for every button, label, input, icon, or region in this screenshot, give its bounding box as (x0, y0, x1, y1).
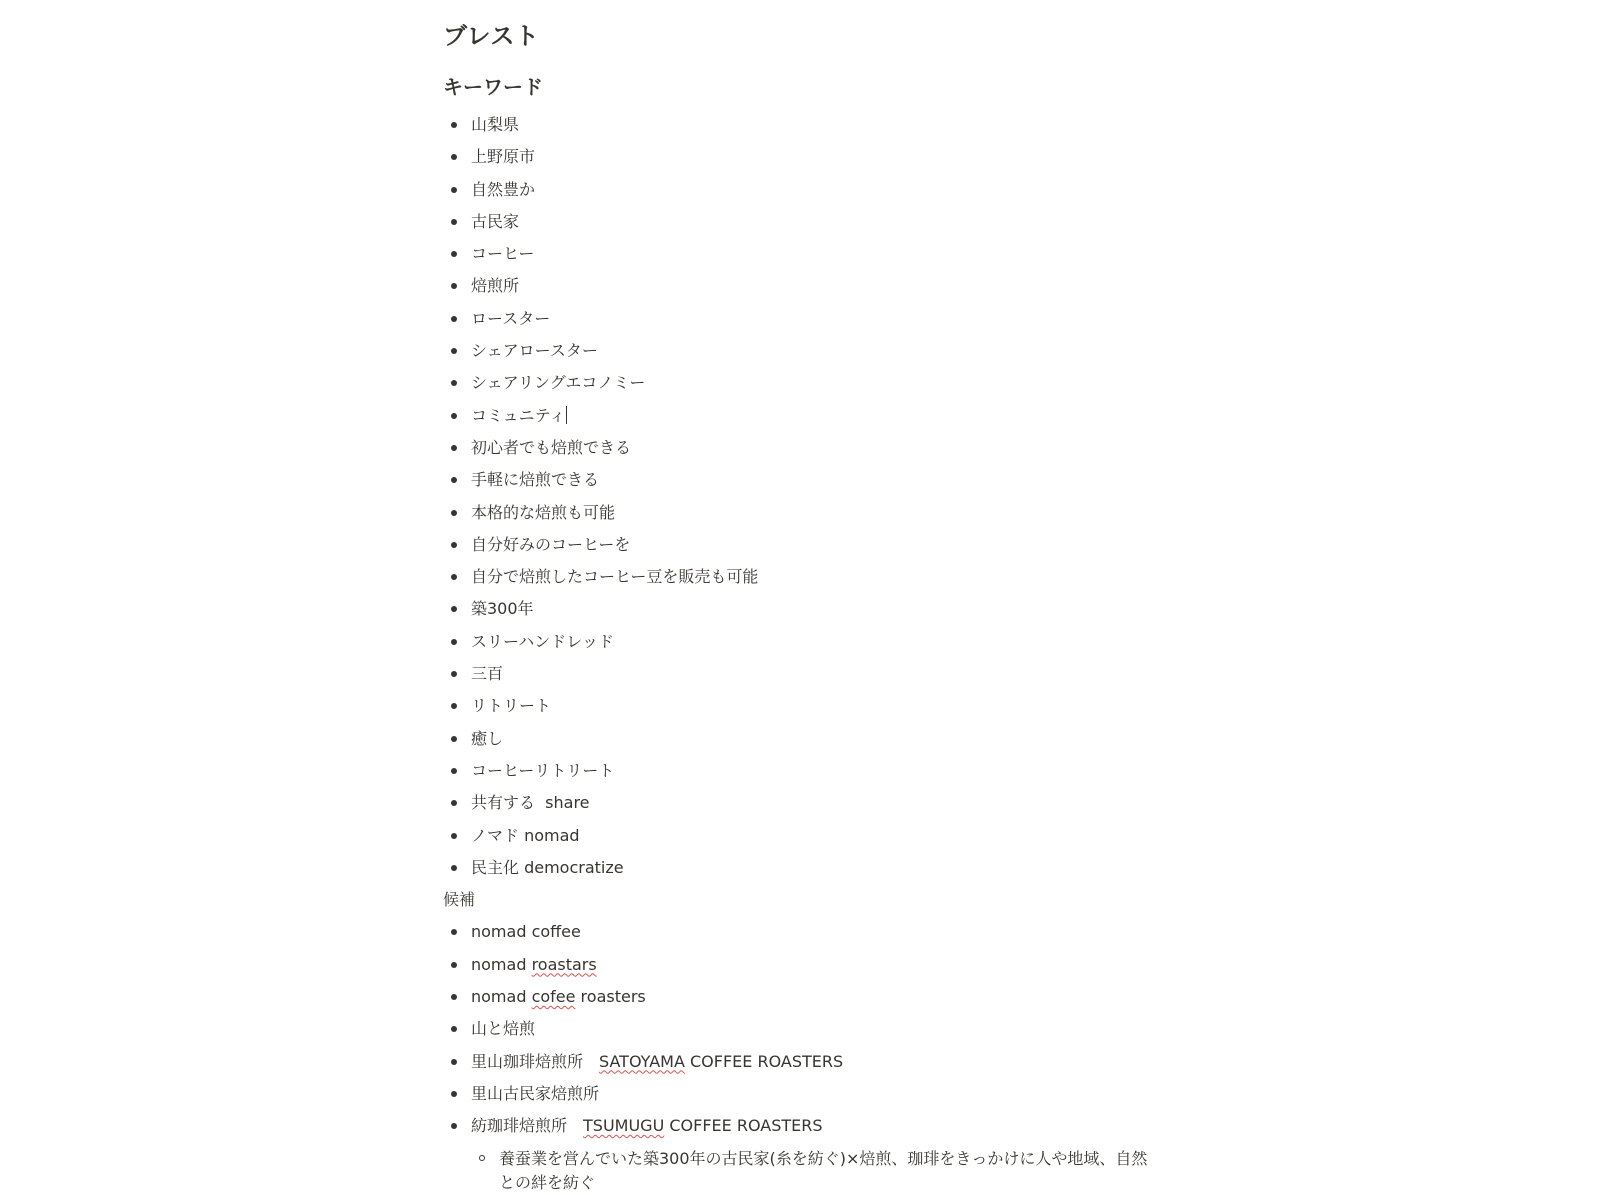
candidate-text: 紡珈琲焙煎所 (471, 1116, 568, 1136)
list-item[interactable] (443, 949, 1163, 981)
misspelled-word: SATOYAMA (599, 1051, 685, 1071)
list-item[interactable]: 自分で焙煎したコーヒー豆を販売も可能 (443, 561, 1163, 593)
candidate-list (443, 916, 1163, 1142)
list-item[interactable]: シェアロースター (443, 335, 1163, 367)
list-item[interactable]: 共有する share (443, 787, 1163, 819)
text-cursor (566, 406, 567, 424)
misspelled-word: roastars (531, 954, 597, 974)
list-item[interactable]: リトリート (443, 690, 1163, 722)
candidates-label[interactable]: 候補 (443, 890, 476, 910)
list-item[interactable] (443, 981, 1163, 1013)
keyword-list (443, 109, 1163, 884)
candidate-text: nomad (471, 954, 532, 974)
list-item[interactable]: コーヒーリトリート (443, 755, 1163, 787)
list-item-text: コミュニティ (471, 405, 566, 425)
candidate-text: nomad (471, 987, 532, 1007)
list-item-active[interactable] (443, 400, 1163, 432)
misspelled-word: cofee (531, 987, 576, 1007)
candidate-text: COFFEE ROASTERS (664, 1116, 823, 1136)
list-item[interactable]: 手軽に焙煎できる (443, 464, 1163, 496)
candidate-text: roasters (575, 987, 646, 1007)
misspelled-word: TSUMUGU (583, 1116, 665, 1136)
list-item[interactable]: 焙煎所 (443, 270, 1163, 302)
list-item[interactable] (443, 1046, 1163, 1078)
list-item[interactable] (443, 1110, 1163, 1142)
page-title[interactable]: ブレスト (443, 22, 540, 50)
document-page (443, 14, 1163, 1195)
sub-list (443, 1147, 1163, 1195)
list-item[interactable]: 里山古民家焙煎所 (443, 1078, 1163, 1110)
list-item[interactable]: 民主化 democratize (443, 852, 1163, 884)
candidate-text: 里山珈琲焙煎所 (471, 1051, 584, 1071)
list-item[interactable]: 初心者でも焙煎できる (443, 432, 1163, 464)
candidate-text: COFFEE ROASTERS (684, 1051, 844, 1071)
list-item[interactable]: スリーハンドレッド (443, 626, 1163, 658)
list-item[interactable]: コーヒー (443, 238, 1163, 270)
list-item[interactable]: 古民家 (443, 206, 1163, 238)
list-item[interactable]: ノマド nomad (443, 820, 1163, 852)
list-item[interactable]: 癒し (443, 723, 1163, 755)
list-item[interactable]: 自分好みのコーヒーを (443, 529, 1163, 561)
list-item[interactable]: 自然豊か (443, 174, 1163, 206)
sub-list-item[interactable]: 養蚕業を営んでいた築300年の古民家(糸を紡ぐ)×焙煎、珈琲をきっかけに人や地域、自然との絆を紡ぐ (471, 1147, 1149, 1195)
list-item[interactable]: シェアリングエコノミー (443, 367, 1163, 399)
list-item[interactable]: 三百 (443, 658, 1163, 690)
list-item[interactable]: 築300年 (443, 593, 1163, 625)
list-item[interactable]: 本格的な焙煎も可能 (443, 497, 1163, 529)
list-item[interactable]: 山梨県 (443, 109, 1163, 141)
list-item[interactable]: 山と焙煎 (443, 1013, 1163, 1045)
keywords-heading[interactable]: キーワード (443, 75, 543, 99)
list-item[interactable]: ロースター (443, 303, 1163, 335)
list-item[interactable]: nomad coffee (443, 916, 1163, 948)
list-item[interactable]: 上野原市 (443, 141, 1163, 173)
